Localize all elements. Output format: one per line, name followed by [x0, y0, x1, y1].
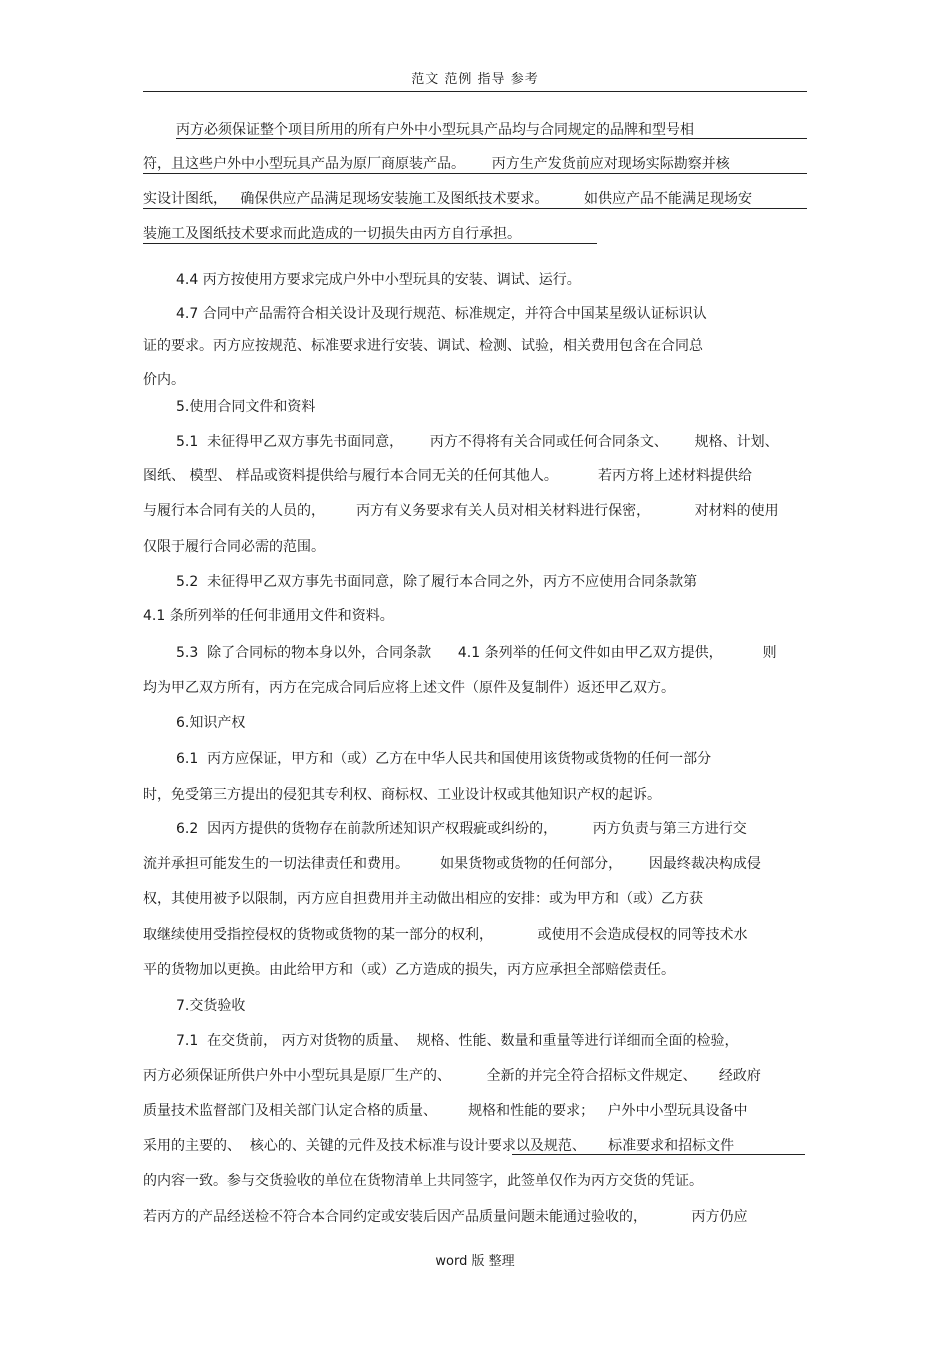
text-line: 5.3 除了合同标的物本身以外，合同条款 4.1 条列举的任何文件如由甲乙双方提供， 则 [176, 645, 777, 661]
text-line: 证的要求。丙方应按规范、标准要求进行安装、调试、检测、试验，相关费用包含在合同总 [143, 338, 703, 354]
text-line: 采用的主要的、 核心的、关键的元件及技术标准与设计要求以及规范、 标准要求和招标文件 [143, 1138, 735, 1154]
text-line: 权，其使用被予以限制，丙方应自担费用并主动做出相应的安排：或为甲方和（或）乙方获 [143, 891, 703, 907]
text-line: 与履行本合同有关的人员的， 丙方有义务要求有关人员对相关材料进行保密， 对材料的使用 [143, 503, 779, 519]
underline [143, 208, 807, 209]
text-line: 质量技术监督部门及相关部门认定合格的质量、 规格和性能的要求； 户外中小型玩具设备中 [143, 1103, 748, 1119]
text-line: 丙方必须保证整个项目所用的所有户外中小型玩具产品均与合同规定的品牌和型号相 [176, 122, 694, 138]
underline [176, 138, 807, 139]
text-line: 均为甲乙双方所有，丙方在完成合同后应将上述文件（原件及复制件）返还甲乙双方。 [143, 680, 675, 696]
text-line: 平的货物加以更换。由此给甲方和（或）乙方造成的损失，丙方应承担全部赔偿责任。 [143, 962, 675, 978]
text-line: 5.1 未征得甲乙双方事先书面同意， 丙方不得将有关合同或任何合同条文、 规格、计划、 [176, 434, 779, 450]
section-heading: 5.使用合同文件和资料 [176, 399, 316, 415]
text-line: 5.2 未征得甲乙双方事先书面同意，除了履行本合同之外，丙方不应使用合同条款第 [176, 574, 698, 590]
page-header: 范文 范例 指导 参考 [411, 72, 539, 87]
text-line: 仅限于履行合同必需的范围。 [143, 539, 325, 555]
text-line: 6.2 因丙方提供的货物存在前款所述知识产权瑕疵或纠纷的， 丙方负责与第三方进行交 [176, 821, 747, 837]
section-heading: 6.知识产权 [176, 715, 246, 731]
text-line: 6.1 丙方应保证，甲方和（或）乙方在中华人民共和国使用该货物或货物的任何一部分 [176, 751, 712, 767]
text-line: 流并承担可能发生的一切法律责任和费用。 如果货物或货物的任何部分， 因最终裁决构成侵 [143, 856, 761, 872]
text-line: 4.4 丙方按使用方要求完成户外中小型玩具的安装、调试、运行。 [176, 272, 581, 288]
underline [143, 173, 807, 174]
text-line: 7.1 在交货前， 丙方对货物的质量、 规格、性能、数量和重量等进行详细而全面的检验， [176, 1033, 739, 1049]
text-line: 时，免受第三方提出的侵犯其专利权、商标权、工业设计权或其他知识产权的起诉。 [143, 787, 661, 803]
text-line: 装施工及图纸技术要求而此造成的一切损失由丙方自行承担。 [143, 226, 521, 242]
section-heading: 7.交货验收 [176, 998, 246, 1014]
page-footer: word 版 整理 [435, 1254, 515, 1269]
underline [512, 1154, 805, 1155]
text-line: 实设计图纸， 确保供应产品满足现场安装施工及图纸技术要求。 如供应产品不能满足现场安 [143, 191, 752, 207]
text-line: 4.1 条所列举的任何非通用文件和资料。 [143, 608, 394, 624]
text-line: 的内容一致。参与交货验收的单位在货物清单上共同签字，此签单仅作为丙方交货的凭证。 [143, 1173, 703, 1189]
underline [143, 243, 597, 244]
text-line: 符，且这些户外中小型玩具产品为原厂商原装产品。 丙方生产发货前应对现场实际勘察并核 [143, 156, 730, 172]
text-line: 取继续使用受指控侵权的货物或货物的某一部分的权利， 或使用不会造成侵权的同等技术水 [143, 927, 748, 943]
text-line: 价内。 [143, 372, 185, 388]
text-line: 4.7 合同中产品需符合相关设计及现行规范、标准规定，并符合中国某星级认证标识认 [176, 306, 707, 322]
text-line: 若丙方的产品经送检不符合本合同约定或安装后因产品质量问题未能通过验收的， 丙方仍应 [143, 1209, 748, 1225]
header-rule [143, 91, 807, 92]
text-line: 图纸、 模型、 样品或资料提供给与履行本合同无关的任何其他人。 若丙方将上述材料提供给 [143, 468, 752, 484]
text-line: 丙方必须保证所供户外中小型玩具是原厂生产的、 全新的并完全符合招标文件规定、 经政府 [143, 1068, 761, 1084]
